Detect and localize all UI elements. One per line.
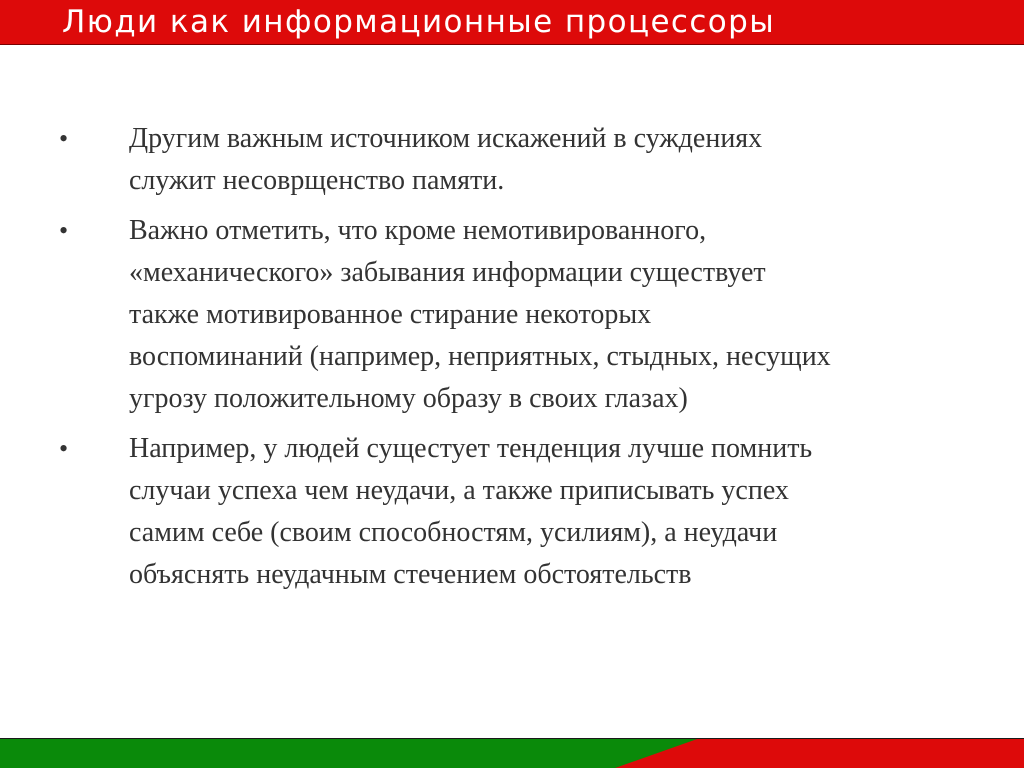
title-bar (0, 0, 1024, 45)
bullet-item-1 (0, 118, 1024, 202)
bullet-text (129, 118, 989, 202)
bullet-icon: • (59, 124, 69, 153)
footer-band-graphic (0, 738, 1024, 768)
bullet-line: случаи успеха чем неудачи, а также приписывать успех (129, 475, 789, 506)
bullet-line: угрозу положительному образу в своих глазах) (129, 383, 688, 414)
bullet-list (0, 118, 1024, 604)
slide-title: Люди как информационные процессоры (62, 4, 776, 40)
bullet-line: Другим важным источником искажений в суждениях (129, 123, 763, 154)
bullet-line: служит несоврщенство памяти. (129, 165, 505, 196)
bullet-icon: • (59, 434, 69, 463)
bullet-line: Например, у людей сущестует тенденция лучше помнить (129, 433, 813, 464)
bullet-line: Важно отметить, что кроме немотивированного, (129, 215, 707, 246)
bullet-line: воспоминаний (например, неприятных, стыдных, несущих (129, 341, 831, 372)
bullet-icon: • (59, 216, 69, 245)
bullet-line: также мотивированное стирание некоторых (129, 299, 652, 330)
bullet-text (129, 428, 989, 596)
bullet-item-3 (0, 428, 1024, 596)
footer-green-segment (0, 738, 700, 768)
bullet-line: «механического» забывания информации существует (129, 257, 766, 288)
footer-band (0, 738, 1024, 768)
bullet-line: объяснять неудачным стечением обстоятельств (129, 559, 692, 590)
bullet-line: самим себе (своим способностям, усилиям), а неудачи (129, 517, 778, 548)
bullet-text (129, 210, 989, 420)
bullet-item-2 (0, 210, 1024, 420)
